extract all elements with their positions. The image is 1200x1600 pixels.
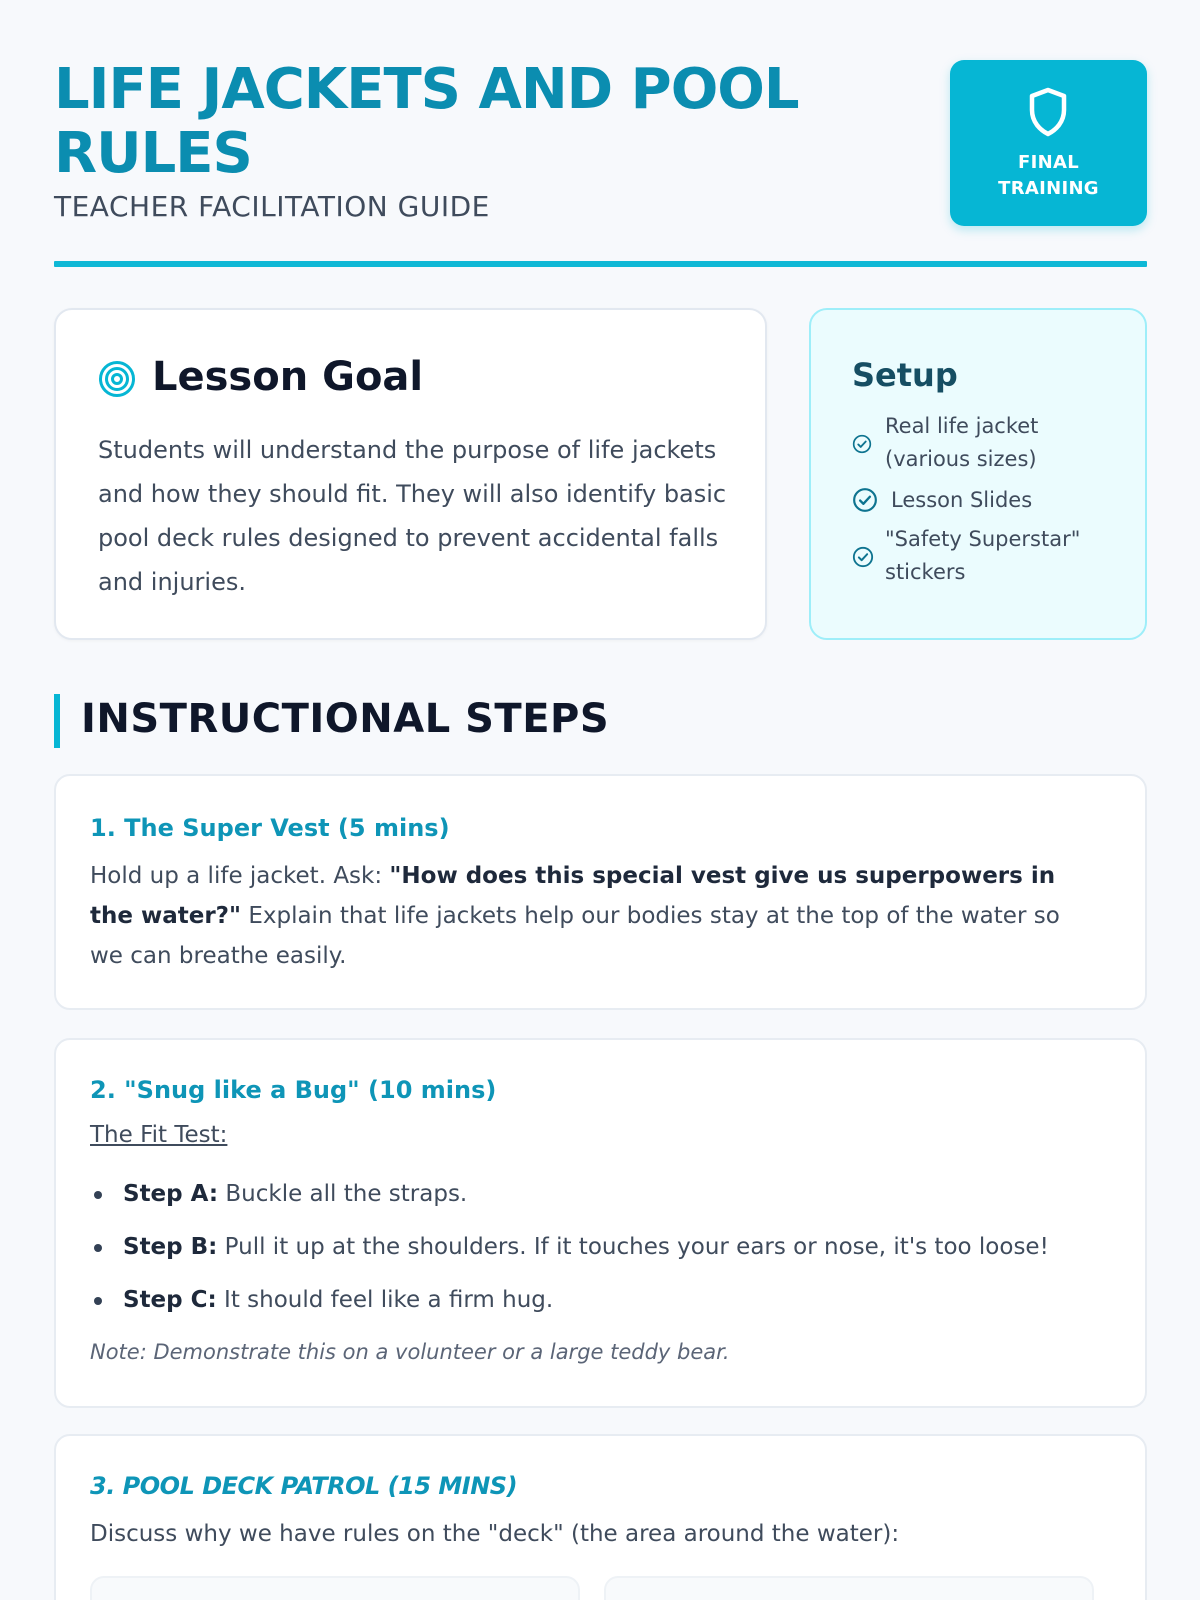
bullet-label: Step A: (123, 1181, 219, 1207)
page-title: LIFE JACKETS AND POOL RULES (54, 57, 799, 186)
lesson-page (54, 0, 1147, 1600)
page-subtitle: TEACHER FACILITATION GUIDE (54, 190, 490, 223)
setup-item-text: Real life jacket (885, 414, 1039, 438)
step-title: 2. "Snug like a Bug" (10 mins) (90, 1076, 497, 1104)
setup-item (852, 523, 1112, 593)
step-note: Note: Demonstrate this on a volunteer or a large teddy bear. (90, 1340, 730, 1364)
bullet-label: Step C: (123, 1287, 217, 1313)
bullet-dot (94, 1191, 102, 1199)
header-divider (54, 261, 1147, 267)
step-title: 1. The Super Vest (5 mins) (90, 814, 450, 842)
bullet-text: Pull it up at the shoulders. If it touches your ears or nose, it's too loose! (217, 1234, 1049, 1260)
bullet-text: It should feel like a firm hug. (216, 1287, 554, 1313)
lesson-goal-title: Lesson Goal (152, 354, 424, 400)
step-card (54, 1038, 1147, 1408)
step-question: "How does this special vest give us superpowers in the water?" (90, 863, 1056, 929)
shield-icon (1026, 86, 1070, 138)
step-card (54, 1434, 1147, 1600)
step-card (54, 774, 1147, 1010)
step-body: Discuss why we have rules on the "deck" (the area around the water): (90, 1521, 900, 1547)
section-title: INSTRUCTIONAL STEPS (81, 696, 610, 742)
lesson-goal-card (54, 308, 767, 640)
check-circle-icon (852, 546, 874, 568)
badge-line-1: FINAL (1018, 152, 1079, 173)
setup-item-text: stickers (885, 560, 966, 584)
check-circle-icon (852, 487, 878, 513)
rule-box (604, 1576, 1094, 1600)
setup-card (809, 308, 1147, 640)
badge-line-2: TRAINING (998, 178, 1099, 199)
step-title: 3. POOL DECK PATROL (15 MINS) (90, 1472, 518, 1500)
final-training-badge (950, 60, 1147, 226)
rule-box (90, 1576, 580, 1600)
setup-item-text: Lesson Slides (891, 488, 1033, 512)
setup-item-text: (various sizes) (885, 447, 1037, 471)
fit-test-label: The Fit Test: (90, 1122, 228, 1148)
target-icon (98, 360, 136, 398)
bullet-dot (94, 1297, 102, 1305)
setup-item-text: "Safety Superstar" (885, 527, 1081, 551)
page-header (54, 58, 1147, 268)
step-text: Hold up a life jacket. Ask: (90, 863, 390, 889)
check-circle-icon (852, 434, 872, 454)
step-text: Explain that life jackets help our bodies stay at the top of the water so we can breathe easily. (90, 903, 1060, 969)
badge-label (950, 150, 1147, 202)
bullet-label: Step B: (123, 1234, 218, 1260)
setup-item (852, 410, 1112, 480)
bullet-text: Buckle all the straps. (218, 1181, 468, 1207)
lesson-goal-text: Students will understand the purpose of life jackets and how they should fit. They will also identify basic pool deck rules designed to prevent accidental falls and injuries. (98, 436, 727, 596)
setup-item (852, 484, 1112, 520)
setup-title: Setup (852, 356, 958, 394)
bullet-dot (94, 1244, 102, 1252)
step-body (90, 856, 1100, 976)
section-accent-bar (54, 694, 60, 748)
